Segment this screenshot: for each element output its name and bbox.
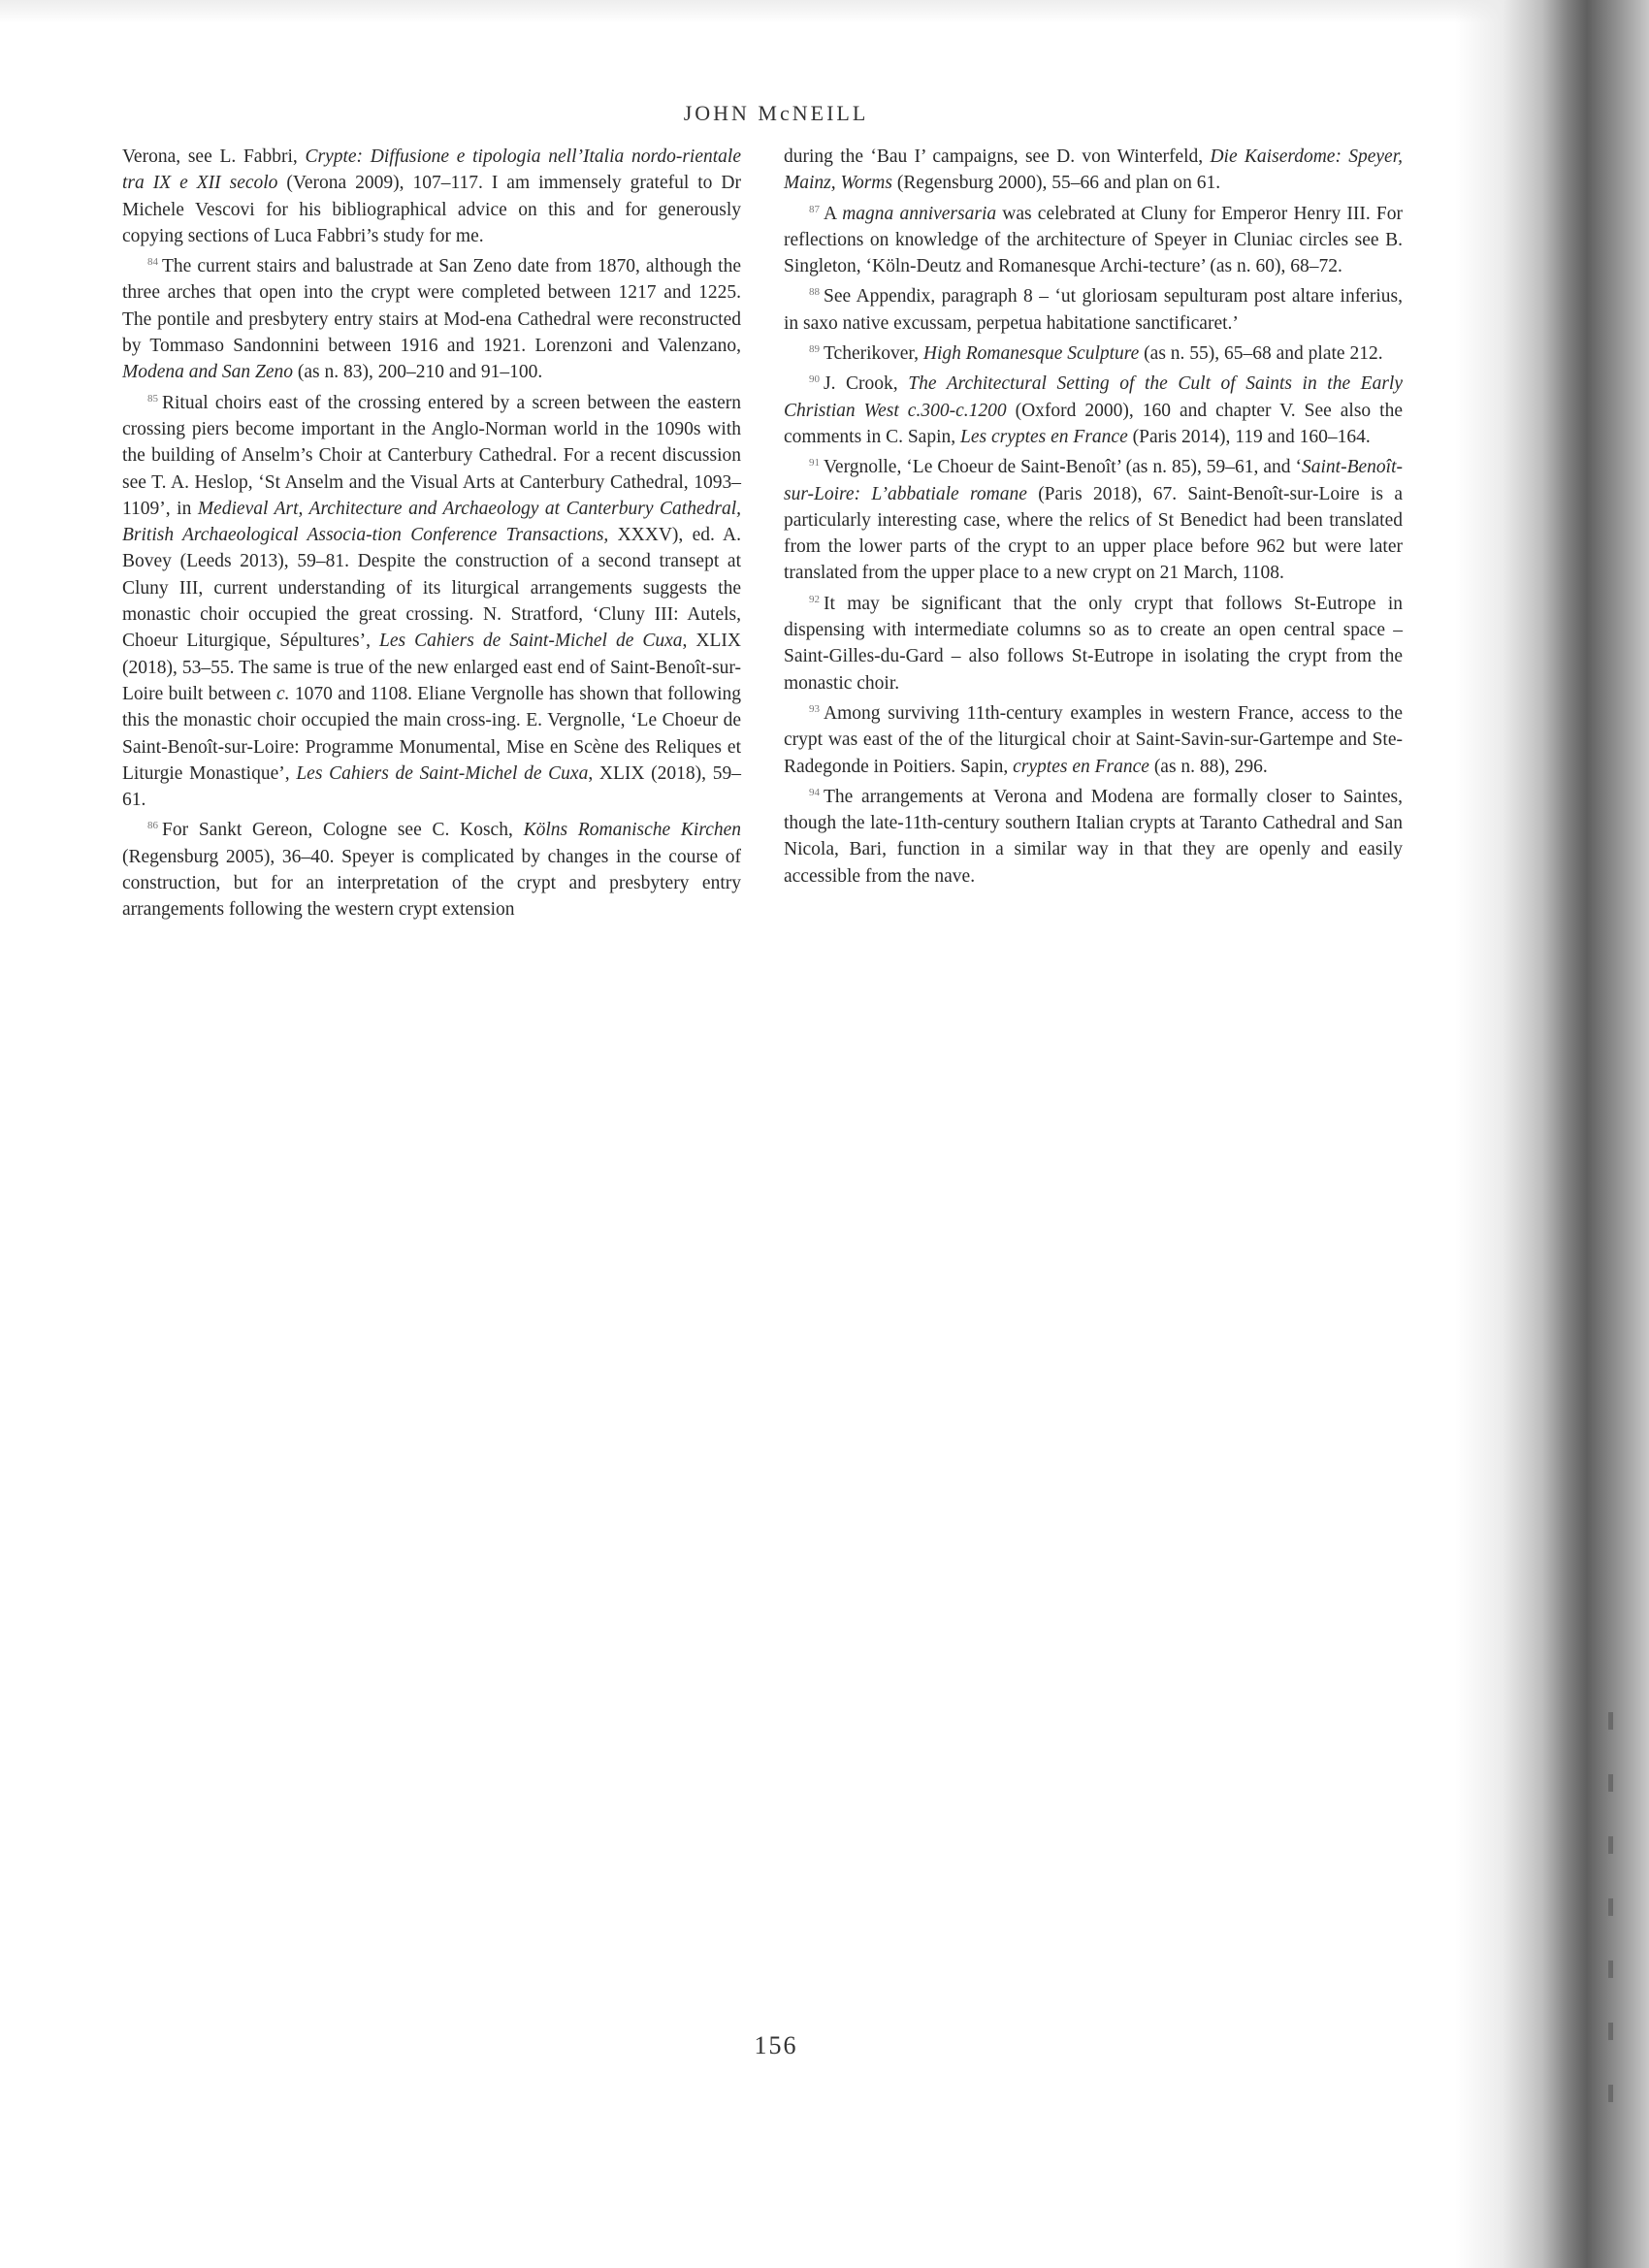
- footnote-94: $^{94}$ The arrangements at Verona and Modena are formally closer to Saintes, though the late-11th-century southern Italian crypts at Taranto Cathedral and San Nicola, Bari, function in a similar way in that they are openly and easily accessible from the nave.: [784, 786, 1403, 887]
- page-number: 156: [754, 2031, 798, 2059]
- footnote-number: 86: [147, 820, 158, 832]
- footnote-number: 89: [809, 343, 820, 356]
- footnote-number: 91: [809, 457, 820, 470]
- footnote-continuation: during the ‘Bau I’ campaigns, see D. von Winterfeld, Die Kaiserdome: Speyer, Mainz, Worms (Regensburg 2000), 55–66 and plan on 61.: [784, 146, 1404, 194]
- footnote-88: $^{88}$ See Appendix, paragraph 8 – ‘ut gloriosam sepulturam post altare inferius, in saxo native excussam, perpetua habitatione sanctificaret.’: [784, 286, 1403, 334]
- footnote-92: $^{92}$ It may be significant that the only crypt that follows St-Eutrope in dispensing with intermediate columns so as to create an open central space – Saint-Gilles-du-Gard – also follows St-Eutrope in isolating the crypt from the monastic choir.: [784, 593, 1403, 694]
- footnote-84: $^{84}$ The current stairs and balustrade at San Zeno date from 1870, although the three arches that open into the crypt were completed between 1217 and 1225. The pontile and presbytery entry stairs at Mod-ena Cathedral were reconstructed by Tommaso Sandonnini between 1916 and 1921. Lorenzoni and Valenzano, Modena and San Zeno (as n. 83), 200–210 and 91–100.: [122, 256, 741, 383]
- footnote-number: 94: [809, 786, 820, 798]
- footnote-number: 92: [809, 593, 820, 605]
- footnote-number: 85: [147, 392, 158, 405]
- footnote-continuation: Verona, see L. Fabbri, Crypte: Diffusione e tipologia nell’Italia nordo-rientale tra IX e XII secolo (Verona 2009), 107–117. I am immensely grateful to Dr Michele Vescovi for his bibliographical advice on this and for generously copying sections of Luca Fabbri’s study for me.: [122, 146, 741, 246]
- footnote-90: $^{90}$ J. Crook, The Architectural Setting of the Cult of Saints in the Early Christian West c.300-c.1200 (Oxford 2000), 160 and chapter V. See also the comments in C. Sapin, Les cryptes en France (Paris 2014), 119 and 160–164.: [784, 373, 1404, 447]
- facing-page-edge-marks: [1608, 1712, 1622, 2158]
- footnote-number: 88: [809, 286, 820, 299]
- page-top-shading: [0, 0, 1649, 23]
- footnote-number: 84: [147, 256, 158, 269]
- footnote-86: $^{86}$ For Sankt Gereon, Cologne see C. Kosch, Kölns Romanische Kirchen (Regensburg 2005), 36–40. Speyer is complicated by changes in the course of construction, but for an interpretation of the crypt and presbytery entry arrangements following the western crypt extension: [122, 820, 741, 921]
- left-column: [122, 144, 741, 923]
- right-column: [784, 144, 1403, 890]
- running-head: JOHN McNEILL: [683, 101, 869, 125]
- footnote-89: $^{89}$ Tcherikover, High Romanesque Sculpture (as n. 55), 65–68 and plate 212.: [809, 343, 1383, 365]
- footnote-87: $^{87}$ A magna anniversaria was celebrated at Cluny for Emperor Henry III. For reflections on knowledge of the architecture of Speyer in Cluniac circles see B. Singleton, ‘Köln-Deutz and Romanesque Archi-tecture’ (as n. 60), 68–72.: [784, 203, 1403, 277]
- footnote-number: 87: [809, 203, 820, 215]
- footnote-93: $^{93}$ Among surviving 11th-century examples in western France, access to the crypt was east of the of the liturgical choir at Saint-Savin-sur-Gartempe and Ste-Radegonde in Poitiers. Sapin, cryptes en France (as n. 88), 296.: [784, 702, 1403, 777]
- footnote-number: 93: [809, 702, 820, 715]
- footnote-91: $^{91}$ Vergnolle, ‘Le Choeur de Saint-Benoît’ (as n. 85), 59–61, and ‘Saint-Benoît-sur-Loire: L’abbatiale romane (Paris 2018), 67. Saint-Benoît-sur-Loire is a particularly interesting case, where the relics of St Benedict had been translated from the lower parts of the crypt to an upper place before 962 but were later translated from the upper place to a new crypt on 21 March, 1108.: [784, 457, 1403, 584]
- footnote-number: 90: [809, 373, 820, 386]
- footnote-85: $^{85}$ Ritual choirs east of the crossing entered by a screen between the eastern crossing piers become important in the Anglo-Norman world in the 1090s with the building of Anselm’s Choir at Canterbury Cathedral. For a recent discussion see T. A. Heslop, ‘St Anselm and the Visual Arts at Canterbury Cathedral, 1093–1109’, in Medieval Art, Architecture and Archaeology at Canterbury Cathedral, British Archaeological Associa-tion Conference Transactions, XXXV), ed. A. Bovey (Leeds 2013), 59–81. Despite the construction of a second transept at Cluny III, current understanding of its liturgical arrangements suggests the monastic choir occupied the great crossing. N. Stratford, ‘Cluny III: Autels, Choeur Liturgique, Sépultures’, Les Cahiers de Saint-Michel de Cuxa, XLIX (2018), 53–55. The same is true of the new enlarged east end of Saint-Benoît-sur-Loire built between c. 1070 and 1108. Eliane Vergnolle has shown that following this the monastic choir occupied the main cross-ing. E. Vergnolle, ‘Le Choeur de Saint-Benoît-sur-Loire: Programme Monumental, Mise en Scène des Reliques et Liturgie Monastique’, Les Cahiers de Saint-Michel de Cuxa, XLIX (2018), 59–61.: [122, 392, 742, 811]
